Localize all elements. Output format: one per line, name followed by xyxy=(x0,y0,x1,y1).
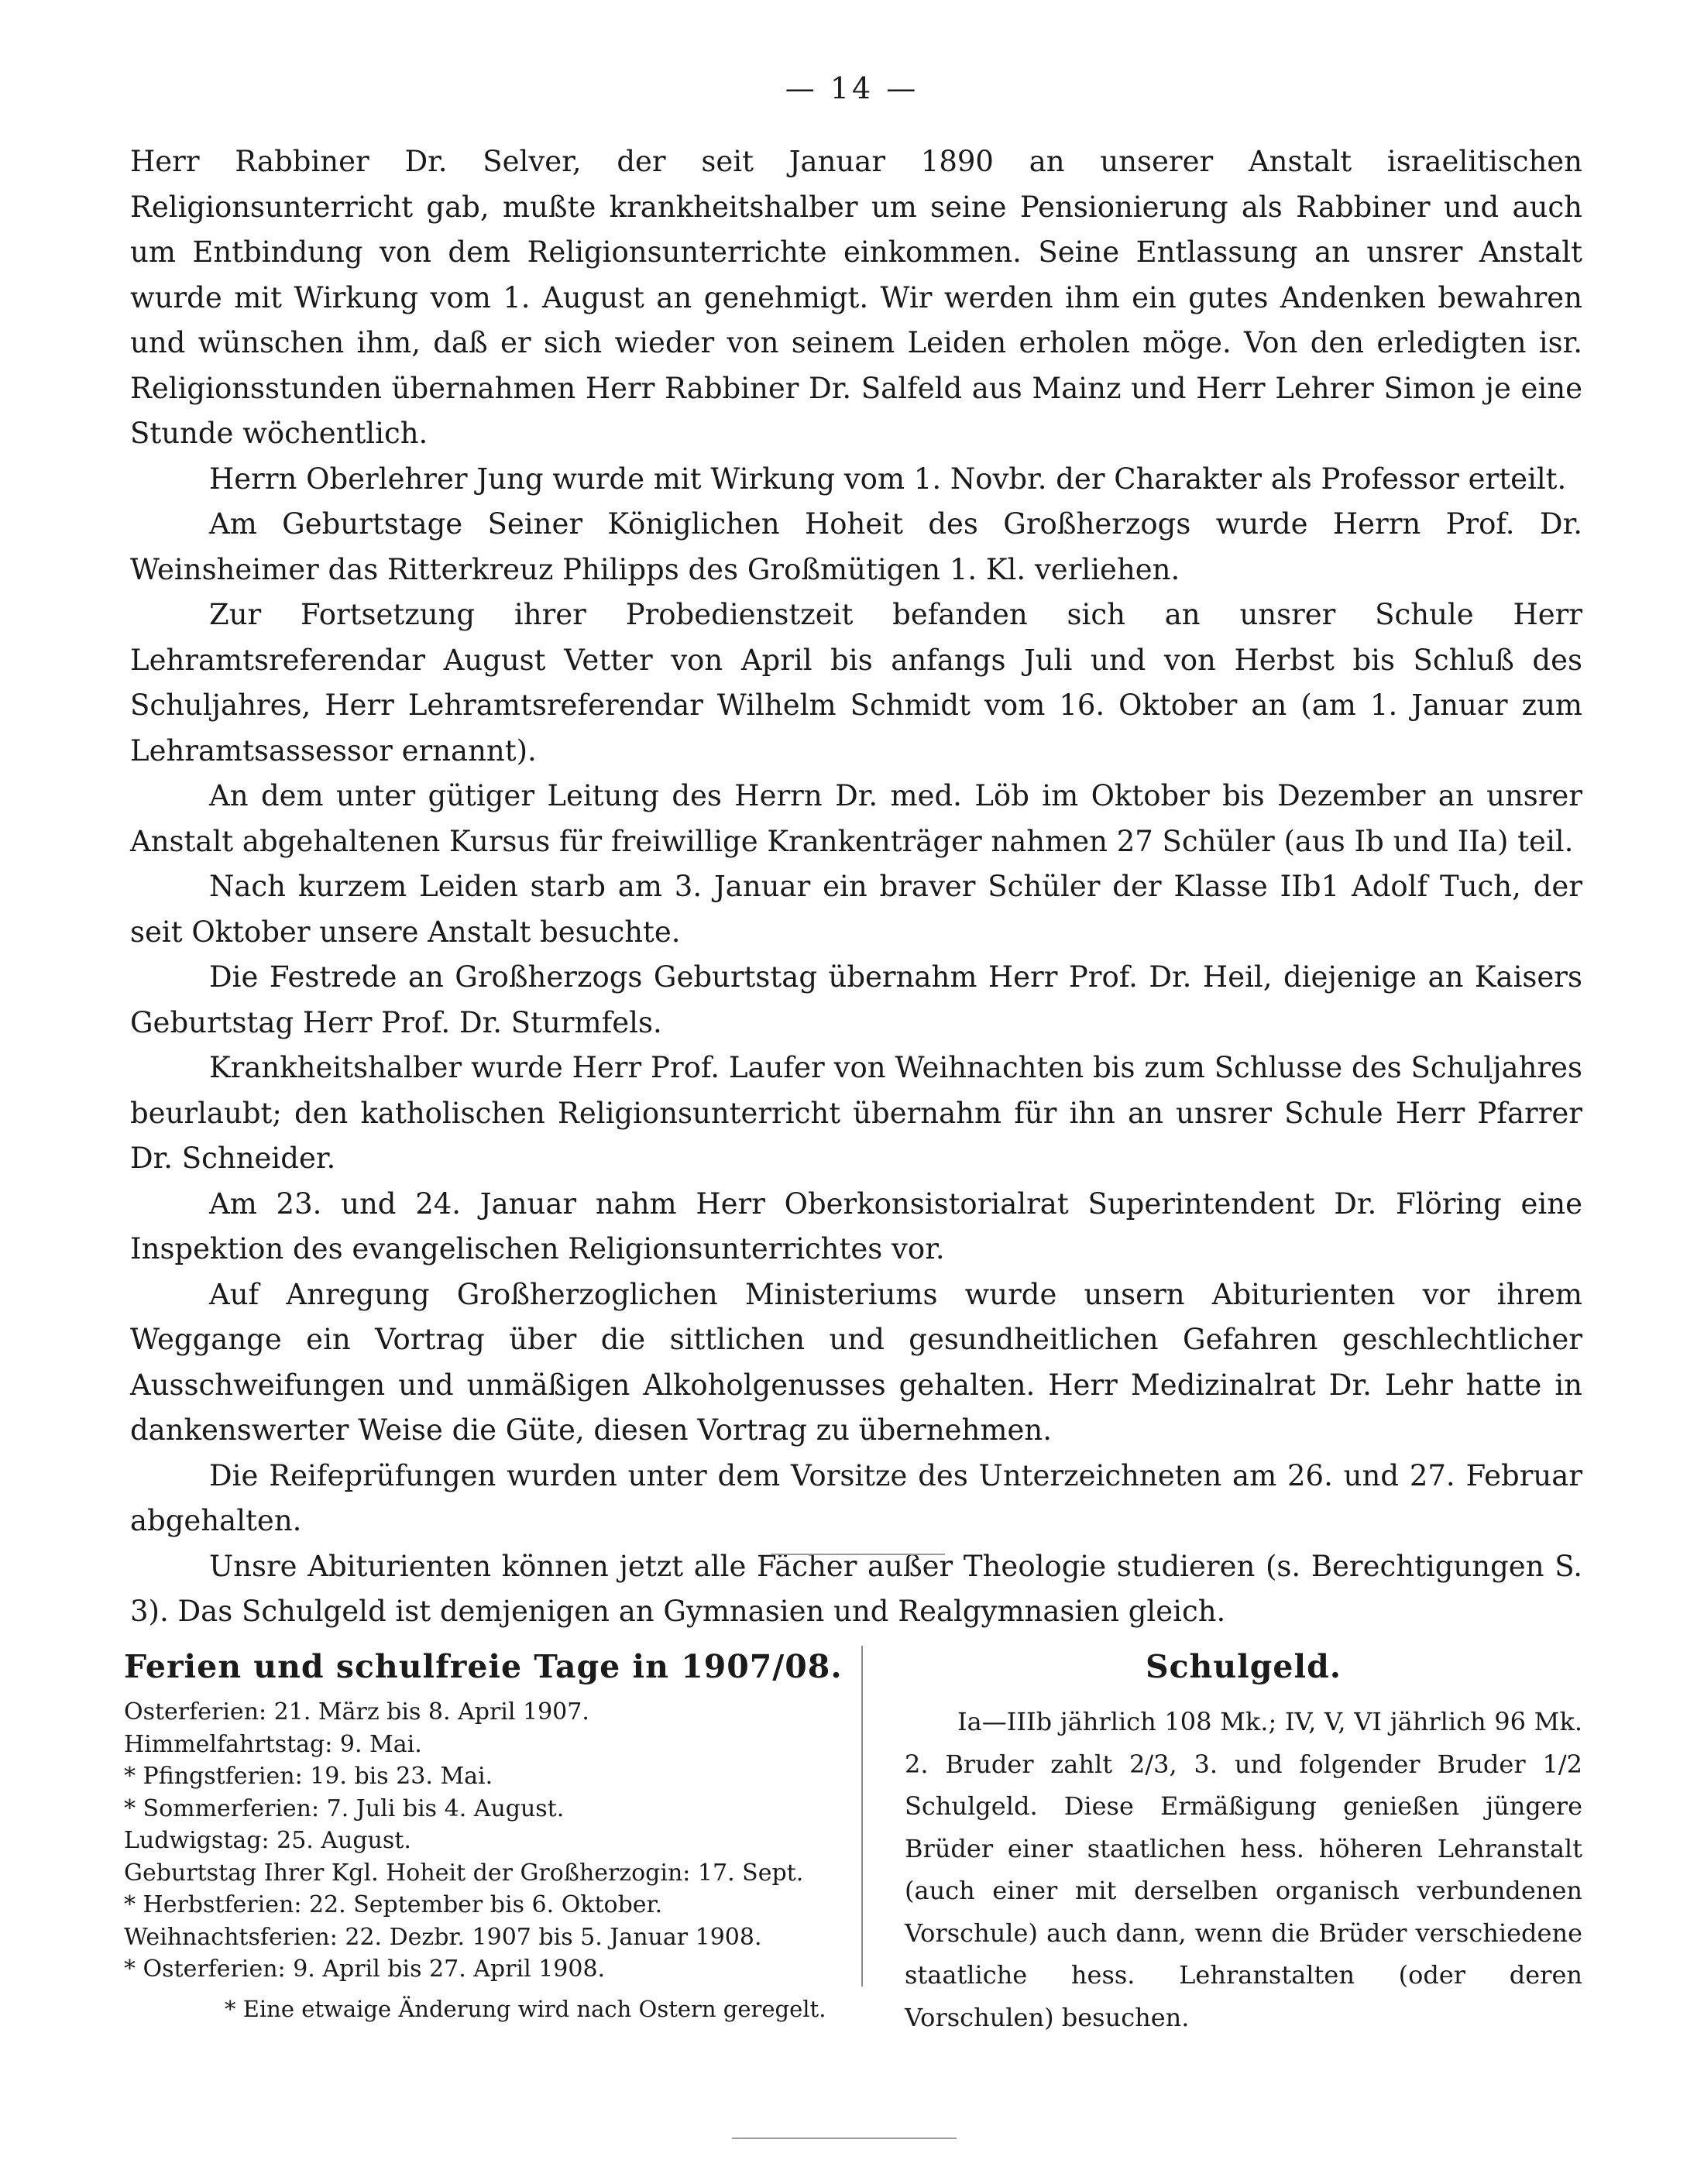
paragraph-probedienstzeit: Zur Fortsetzung ihrer Probedienstzeit befanden sich an unsrer Schule Herr Lehramtsreferendar August Vetter von April bis anfangs Juli und von Herbst bis Schluß des Schuljahres, Herr Lehramtsreferendar Wilhelm Schmidt vom 16. Oktober an (am 1. Januar zum Lehramtsassessor ernannt). xyxy=(130,598,1582,767)
fees-title: Schulgeld. xyxy=(1145,1648,1342,1685)
holiday-item: * Osterferien: 9. April bis 27. April 1908. xyxy=(124,1956,606,1983)
fees-section xyxy=(905,1648,1582,2038)
paragraph-rabbiner-selver: Herr Rabbiner Dr. Selver, der seit Januar 1890 an unserer Anstalt israelitischen Religionsunterricht gab, mußte krankheitshalber um seine Pensionierung als Rabbiner und auch um Entbindung von dem Religionsunterrichte einkommen. Seine Entlassung an unsrer Anstalt wurde mit Wirkung vom 1. August an genehmigt. Wir werden ihm ein gutes Andenken bewahren und wünschen ihm, daß er sich wieder von seinem Leiden erholen möge. Von den erledigten isr. Religionsstunden übernahmen Herr Rabbiner Dr. Salfeld aus Mainz und Herr Lehrer Simon je eine Stunde wöchentlich. xyxy=(130,145,1582,450)
fees-text: Ia—IIIb jährlich 108 Mk.; IV, V, VI jährlich 96 Mk. 2. Bruder zahlt 2/3, 3. und folgender Bruder 1/2 Schulgeld. Diese Ermäßigung genießen jüngere Brüder einer staatlichen hess. höheren Lehranstalt (auch einer mit derselben organisch verbundenen Vorschule) auch dann, wenn die Brüder verschiedene staatliche hess. Lehranstalten (oder deren Vorschulen) besuchen. xyxy=(905,1707,1582,2032)
holidays-title: Ferien und schulfreie Tage in 1907/08. xyxy=(124,1648,843,1685)
paragraph-beurlaubung: Krankheitshalber wurde Herr Prof. Laufer von Weihnachten bis zum Schlusse des Schuljahres beurlaubt; den katholischen Religionsunterricht übernahm für ihn an unsrer Schule Herr Pfarrer Dr. Schneider. xyxy=(130,1051,1582,1175)
holiday-item: Himmelfahrtstag: 9. Mai. xyxy=(124,1730,422,1758)
paragraph-oberlehrer-jung: Herrn Oberlehrer Jung wurde mit Wirkung vom 1. Novbr. der Charakter als Professor erteilt. xyxy=(209,462,1567,496)
body-text xyxy=(130,139,1582,1635)
paragraph-ritterkreuz: Am Geburtstage Seiner Königlichen Hoheit des Großherzogs wurde Herrn Prof. Dr. Weinsheimer das Ritterkreuz Philipps des Großmütigen 1. Kl. verliehen. xyxy=(130,507,1582,586)
holiday-item: * Herbstferien: 22. September bis 6. Oktober. xyxy=(124,1891,663,1918)
holiday-item: Ludwigstag: 25. August. xyxy=(124,1827,411,1854)
paragraph-krankentraeger-kursus: An dem unter gütiger Leitung des Herrn Dr. med. Löb im Oktober bis Dezember an unsrer Anstalt abgehaltenen Kursus für freiwillige Krankenträger nahmen 27 Schüler (aus Ib und IIa) teil. xyxy=(130,779,1582,858)
paragraph-festrede: Die Festrede an Großherzogs Geburtstag übernahm Herr Prof. Dr. Heil, diejenige an Kaisers Geburtstag Herr Prof. Dr. Sturmfels. xyxy=(130,960,1582,1039)
holiday-list xyxy=(124,1696,856,1986)
section-divider xyxy=(771,1554,945,1555)
paragraph-todesfall: Nach kurzem Leiden starb am 3. Januar ein braver Schüler der Klasse IIb1 Adolf Tuch, der seit Oktober unsere Anstalt besuchte. xyxy=(130,870,1582,949)
bottom-divider xyxy=(732,2138,957,2139)
holiday-item: * Sommerferien: 7. Juli bis 4. August. xyxy=(124,1794,565,1822)
paragraph-vortrag: Auf Anregung Großherzoglichen Ministeriums wurde unsern Abiturienten vor ihrem Weggange ein Vortrag über die sittlichen und gesundheitlichen Gefahren geschlechtlicher Ausschweifungen und unmäßigen Alkoholgenusses gehalten. Herr Medizinalrat Dr. Lehr hatte in dankenswerter Weise die Güte, diesen Vortrag zu übernehmen. xyxy=(130,1277,1582,1447)
holiday-item: Osterferien: 21. März bis 8. April 1907. xyxy=(124,1698,589,1726)
column-divider xyxy=(861,1646,863,1987)
paragraph-abiturienten: Unsre Abiturienten können jetzt alle Fächer außer Theologie studieren (s. Berechtigungen S. 3). Das Schulgeld ist demjenigen an Gymnasien und Realgymnasien gleich. xyxy=(130,1549,1582,1628)
paragraph-reifepruefungen: Die Reifeprüfungen wurden unter dem Vorsitze des Unterzeichneten am 26. und 27. Februar abgehalten. xyxy=(130,1458,1582,1537)
holiday-item: Weihnachtsferien: 22. Dezbr. 1907 bis 5. Januar 1908. xyxy=(124,1923,762,1951)
holidays-footnote: * Eine etwaige Änderung wird nach Ostern geregelt. xyxy=(225,1995,826,2022)
paragraph-inspektion: Am 23. und 24. Januar nahm Herr Oberkonsistorialrat Superintendent Dr. Flöring eine Inspektion des evangelischen Religionsunterrichtes vor. xyxy=(130,1186,1582,1265)
holiday-item: Geburtstag Ihrer Kgl. Hoheit der Großherzogin: 17. Sept. xyxy=(124,1859,804,1887)
holidays-section xyxy=(124,1648,856,2026)
page-number: — 14 — xyxy=(785,71,919,105)
holiday-item: * Pfingstferien: 19. bis 23. Mai. xyxy=(124,1763,493,1790)
